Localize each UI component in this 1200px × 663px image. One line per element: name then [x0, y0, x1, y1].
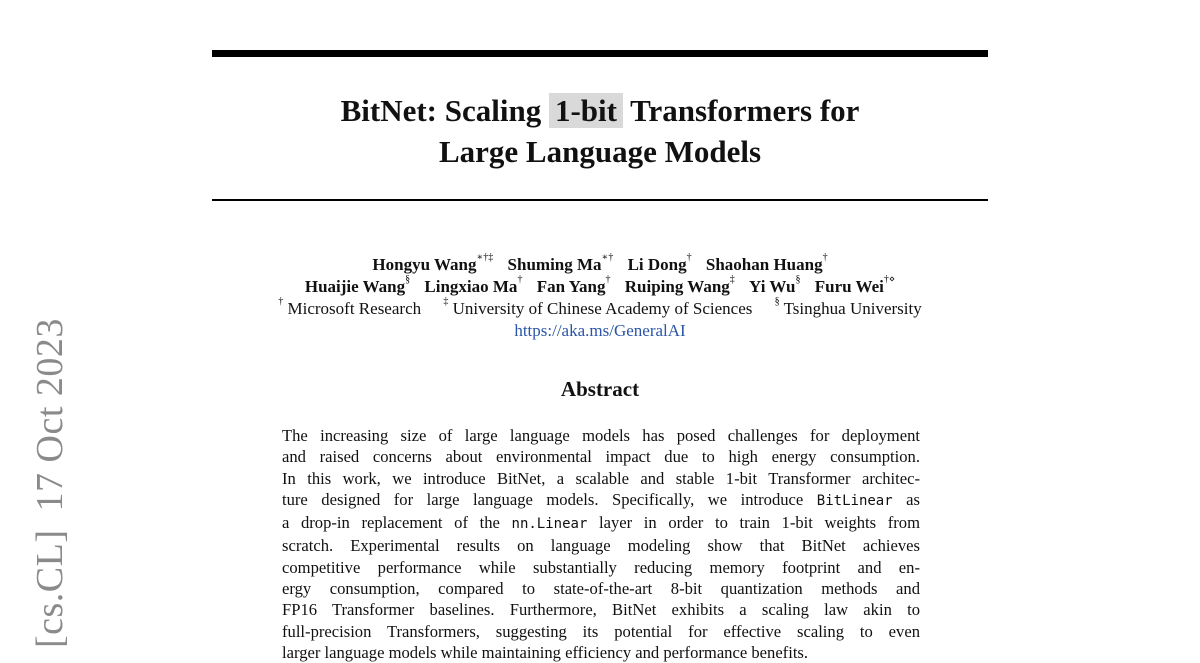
title-highlight: 1-bit	[549, 93, 623, 128]
affiliation: ‡ University of Chinese Academy of Sciences	[443, 296, 753, 318]
abstract-line: FP16 Transformer baselines. Furthermore, BitNet exhibits a scaling law akin to	[282, 600, 920, 620]
arxiv-sidebar-stamp	[28, 300, 72, 648]
title-top-rule	[212, 50, 988, 57]
project-link[interactable]: https://aka.ms/GeneralAI	[514, 321, 686, 340]
affiliation: † Microsoft Research	[278, 296, 422, 318]
author: Li Dong†	[627, 252, 692, 274]
title-part2: Transformers for	[630, 93, 860, 128]
abstract-line: ture designed for large language models. Specifically, we introduce BitLinear as	[282, 489, 920, 509]
code-nn-linear: nn.Linear	[511, 516, 588, 533]
author: Lingxiao Ma†	[424, 274, 523, 296]
author: Furu Wei†⋄	[814, 274, 896, 296]
arxiv-category: [cs.CL]	[29, 529, 71, 648]
author: Yi Wu§	[749, 274, 801, 296]
author: Ruiping Wang‡	[624, 274, 735, 296]
authors-line-2	[180, 276, 1020, 298]
author: Hongyu Wang∗†‡	[372, 252, 494, 274]
author: Fan Yang†	[536, 274, 611, 296]
abstract-line: The increasing size of large language models has posed challenges for deployment	[282, 426, 920, 445]
title-part1: BitNet: Scaling	[340, 93, 542, 128]
authors-line-1	[180, 254, 1020, 276]
author: Shuming Ma∗†	[507, 252, 614, 274]
code-bitlinear: BitLinear	[816, 492, 893, 509]
abstract-line: In this work, we introduce BitNet, a scalable and stable 1-bit Transformer architec-	[282, 468, 920, 488]
arxiv-date: 17 Oct 2023	[29, 318, 71, 512]
abstract-line: scratch. Experimental results on language modeling show that BitNet achieves	[282, 536, 920, 556]
abstract-line: competitive performance while substantially reducing memory footprint and en-	[282, 557, 920, 577]
author: Shaohan Huang†	[705, 252, 828, 274]
abstract-body	[282, 425, 920, 663]
author-block	[180, 254, 1020, 342]
title-line2: Large Language Models	[438, 134, 762, 169]
abstract-line: ergy consumption, compared to state-of-the-art 8-bit quantization methods and	[282, 579, 920, 599]
abstract-line: larger language models while maintaining efficiency and performance benefits.	[282, 642, 809, 662]
abstract-heading: Abstract	[560, 377, 640, 401]
abstract-line: and raised concerns about environmental impact due to high energy consumption.	[282, 447, 920, 467]
abstract-line: a drop-in replacement of the nn.Linear layer in order to train 1-bit weights from	[282, 513, 920, 533]
abstract-line: full-precision Transformers, suggesting its potential for effective scaling to even	[282, 621, 920, 641]
affiliation: § Tsinghua University	[774, 296, 922, 318]
paper-title	[212, 90, 988, 172]
affiliations	[180, 298, 1020, 320]
title-bottom-rule	[212, 199, 988, 201]
author: Huaijie Wang§	[304, 274, 411, 296]
